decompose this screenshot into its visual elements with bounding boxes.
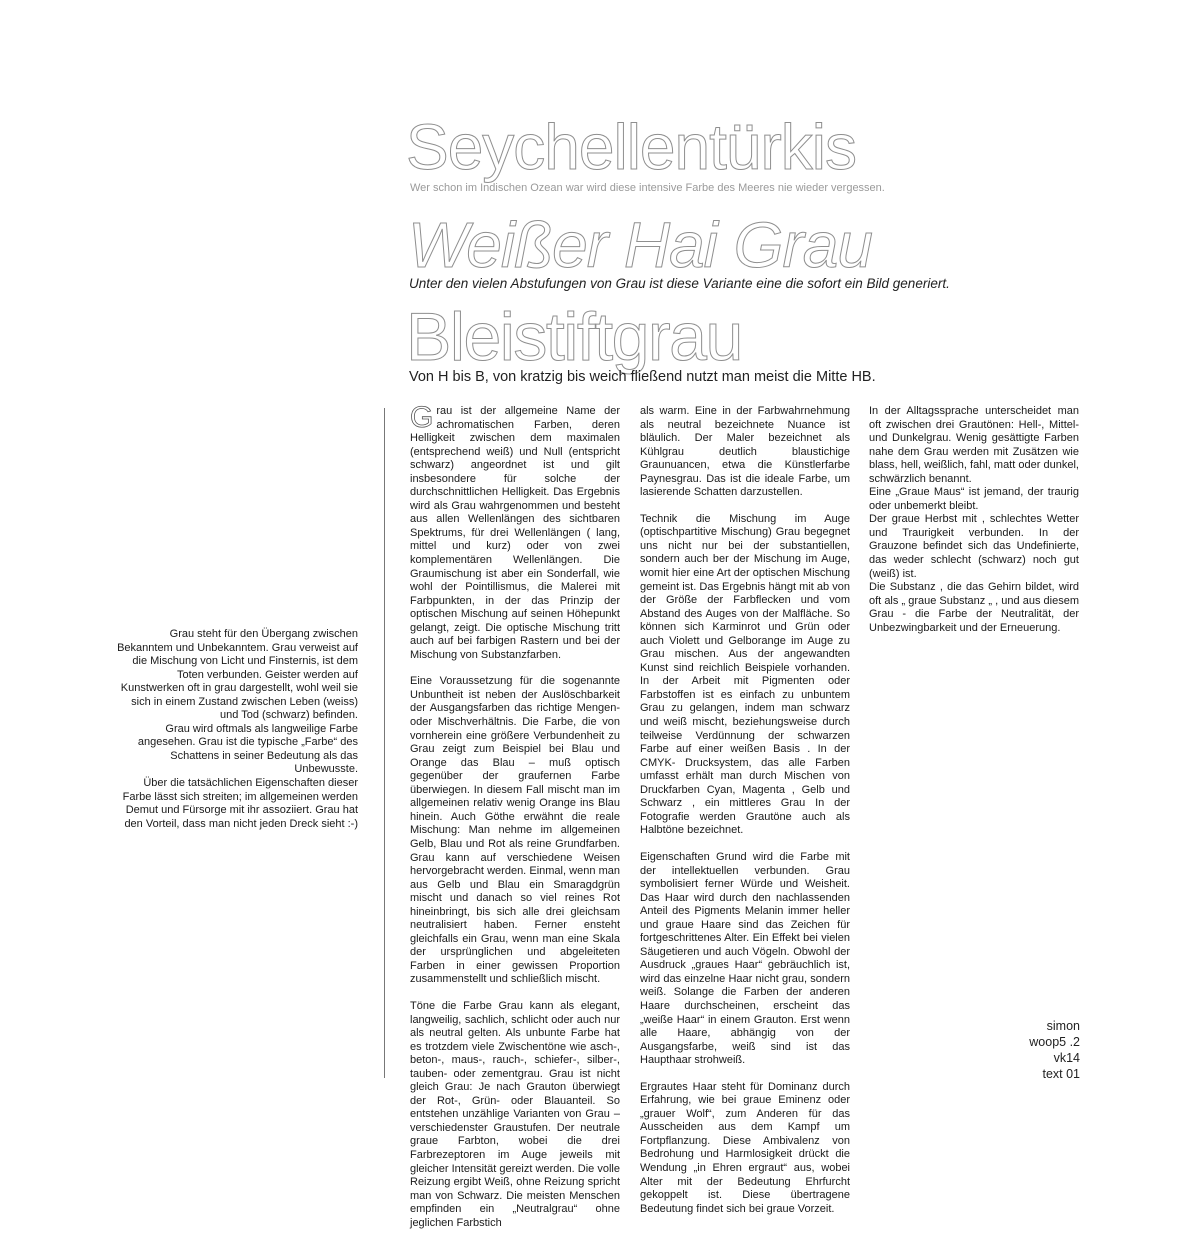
heading-seychellenturkis: Seychellentürkis	[406, 111, 856, 183]
column-paragraph	[410, 401, 620, 662]
signature-block	[960, 1018, 1080, 1082]
column-paragraph: Die Substanz , die das Gehirn bildet, wird oft als „ graue Substanz „ , und aus diesem Grau - die Farbe der Neutralität, der Unbezwingbarkeit und der Erneuerung.	[869, 581, 1079, 634]
heading-weisser-hai-grau: Weißer Hai Grau	[408, 209, 872, 281]
column-paragraph: In der Alltagssprache unterscheidet man oft zwischen drei Grautönen: Hell-, Mittel- und Dunkelgrau. Wenig gesättigte Farben nahe dem Grau werden mit Zusätzen wie blass, hell, weißlich, fahl, matt oder dunkel, schwärzlich benannt.	[869, 405, 1079, 485]
signature-line: woop5 .2	[1029, 1035, 1080, 1049]
text-column-1	[410, 401, 620, 1243]
subtitle-weisser-hai-grau: Unter den vielen Abstufungen von Grau ist diese Variante eine die sofort ein Bild generiert.	[409, 276, 950, 291]
sidenote-paragraph: Grau wird oftmals als langweilige Farbe angesehen. Grau ist die typische „Farbe“ des Schattens in seiner Bedeutung als das Unbewusste.	[137, 722, 358, 776]
column-paragraph: Der graue Herbst mit , schlechtes Wetter und Traurigkeit verbunden. In der Grauzone befindet sich das Undefinierte, das weder schlecht (schwarz) noch gut (weiß) ist.	[869, 513, 1079, 580]
column-paragraph: Eine Voraussetzung für die sogenannte Unbuntheit ist neben der Auslöschbarkeit der Ausgangsfarben das richtige Mengen- oder Mischverhältnis. Die Farbe, die von vornherein eine größere Verbundenheit zu Grau zeigt zum Beispiel bei Blau und Orange das Blau – muß optisch gegenüber der graufernen Farbe überwiegen. In diesem Fall mischt man im allgemeinen relativ wenig Orange ins Blau hinein. Auch Göthe erwähnt die reale Mischung: Man nehme im allgemeinen Gelb, Blau und Rot als reine Grundfarben. Grau kann auf verschiedene Weisen hervorgebracht werden. Einmal, wenn man aus Gelb und Blau ein Smaragdgrün mischt und danach so viel reines Rot hineinbringt, bis sich alle drei gleichsam neutralisiert haben. Ferner ensteht gleichfalls ein Grau, wenn man eine Skala der ursprünglichen und abgeleiteten Farben in einer gewissen Proportion zusammenstellt und schließlich mischt.	[410, 675, 620, 986]
column-paragraph: Eine „Graue Maus“ ist jemand, der traurig oder unbemerkt bleibt.	[869, 486, 1079, 512]
text-column-3	[869, 405, 1079, 635]
lead-text: rau ist der allgemeine Name der achromatischen Farben, deren Helligkeit zwischen dem maximalen (entsprechend weiß) und Null (entspricht schwarz) angeordnet ist und gilt insbesondere für solche der durchschnittlichen Helligkeit. Das Ergebnis wird als Grau wahrgenommen und besteht aus allen Wellenlängen des sichtbaren Spektrums, für drei Wellenlängen ( lang, mittel und kurz) oder von zwei komplementären Wellenlängen. Die Graumischung ist aber ein Sonderfall, wie wohl der Pointillismus, die Malerei mit Farbpunkten, in der das Prinzip der optischen Mischung auf seinen Höhepunkt gelangt, zeigt. Die optische Mischung tritt auch auf bei farbigen Rastern und bei der Mischung von Substanzfarben.	[410, 405, 620, 661]
drop-cap: G	[410, 401, 434, 434]
column-paragraph: Ergrautes Haar steht für Dominanz durch Erfahrung, wie bei graue Eminenz oder „grauer Wolf“, zum Anderen für das Ausscheiden aus dem Kampf um Fortpflanzung. Diese Ambivalenz von Bedrohung und Harmlosigkeit drückt die Wendung „in Ehren ergraut“ aus, wobei Alter mit der Bedeutung Ehrfurcht gekoppelt ist. Diese übertragene Bedeutung findet sich bei graue Vorzeit.	[640, 1080, 850, 1215]
subtitle-seychellenturkis: Wer schon im Indischen Ozean war wird diese intensive Farbe des Meeres nie wieder vergessen.	[410, 182, 885, 194]
column-paragraph: Eigenschaften Grund wird die Farbe mit der intellektuellen verbunden. Grau symbolisiert ferner Würde und Weisheit. Das Haar wird durch den nachlassenden Anteil des Pigments Melanin immer heller und graue Haare sind das Zeichen für fortgeschrittenes Alter. Ein Effekt bei vielen Säugetieren und auch Vögeln. Obwohl der Ausdruck „graues Haar“ gebräuchlich ist, wird das einzelne Haar nicht grau, sondern weiß. Solange die Farben der anderen Haare durchscheinen, erscheint das „weiße Haar“ in einem Grauton. Erst wenn alle Haare, abhängig von der Ausgangsfarbe, weiß sind ist das Haupthaar strohweiß.	[640, 850, 850, 1067]
vertical-divider	[384, 408, 385, 1078]
column-paragraph: Technik die Mischung im Auge (optischpartitive Mischung) Grau begegnet uns nicht nur bei der substantiellen, sondern auch ber der Mischung im Auge, womit hier eine Art der optischen Mischung gemeint ist. Das Ergebnis hängt mit ab von der Größe der Farbflecken und vom Abstand des Auges von der Malfläche. So können sich Karminrot und Grün oder auch Violett und Gelborange im Auge zu Grau mischen. Aus der angewandten Kunst sind reichlich Beispiele vorhanden. In der Arbeit mit Pigmenten oder Farbstoffen ist es einfach zu unbuntem Grau zu gelangen, indem man schwarz und weiß mischt, beziehungsweise durch teilweise Verdünnung der schwarzen Farbe auf einer weißen Basis . In der CMYK- Drucksystem, das alle Farben umfasst erhält man durch Mischen von Druckfarben Cyan, Magenta , Gelb und Schwarz , ein mittleres Grau In der Fotografie werden Grautöne auch als Halbtöne bezeichnet.	[640, 512, 850, 837]
text-column-2	[640, 405, 850, 1229]
column-paragraph: Töne die Farbe Grau kann als elegant, langweilig, sachlich, schlicht oder auch nur als neutral gelten. Als unbunte Farbe hat es trotzdem viele Zwischentöne wie asch-, beton-, maus-, rauch-, schiefer-, silber-, tauben- oder zementgrau. Grau ist nicht gleich Grau: Je nach Grauton überwiegt der Rot-, Grün- oder Blauanteil. So entstehen unzählige Varianten von Grau – verschiedenster Graustufen. Der neutrale graue Farbton, wobei die drei Farbrezeptoren im Auge jeweils mit gleicher Intensität gereizt werden. Die volle Reizung ergibt Weiß, ohne Reizung spricht man von Schwarz. Die meisten Menschen empfinden ein „Neutralgrau“ ohne jeglichen Farbstich	[410, 999, 620, 1229]
signature-line: simon	[1046, 1019, 1080, 1033]
sidenote-paragraph: Grau steht für den Übergang zwischen Bekanntem und Unbekanntem. Grau verweist auf die Mischung von Licht und Finsternis, ist dem Toten verbunden. Geister werden auf Kunstwerken oft in grau dargestellt, wohl weil sie sich in einem Zustand zwischen Leben (weiss) und Tod (schwarz) befinden.	[117, 628, 358, 722]
heading-bleistiftgrau: Bleistiftgrau	[406, 299, 742, 375]
signature-line: vk14	[1053, 1051, 1080, 1065]
subtitle-bleistiftgrau: Von H bis B, von kratzig bis weich fließend nutzt man meist die Mitte HB.	[409, 369, 876, 385]
column-paragraph: als warm. Eine in der Farbwahrnehmung als neutral bezeichnete Nuance ist bläulich. Der Maler bezeichnet als Kühlgrau deutlich blaustichige Graunuancen, etwa die Künstlerfarbe Paynesgrau. Das ist die ideale Farbe, um lasierende Schatten darzustellen.	[640, 405, 850, 499]
sidenote-paragraph: Über die tatsächlichen Eigenschaften dieser Farbe lässt sich streiten; im allgemeinen werden Demut und Fürsorge mit ihr assoziiert. Grau hat den Vorteil, dass man nicht jeden Dreck sieht :-)	[122, 777, 358, 830]
sidenote	[112, 628, 358, 831]
signature-line: text 01	[1042, 1067, 1080, 1081]
